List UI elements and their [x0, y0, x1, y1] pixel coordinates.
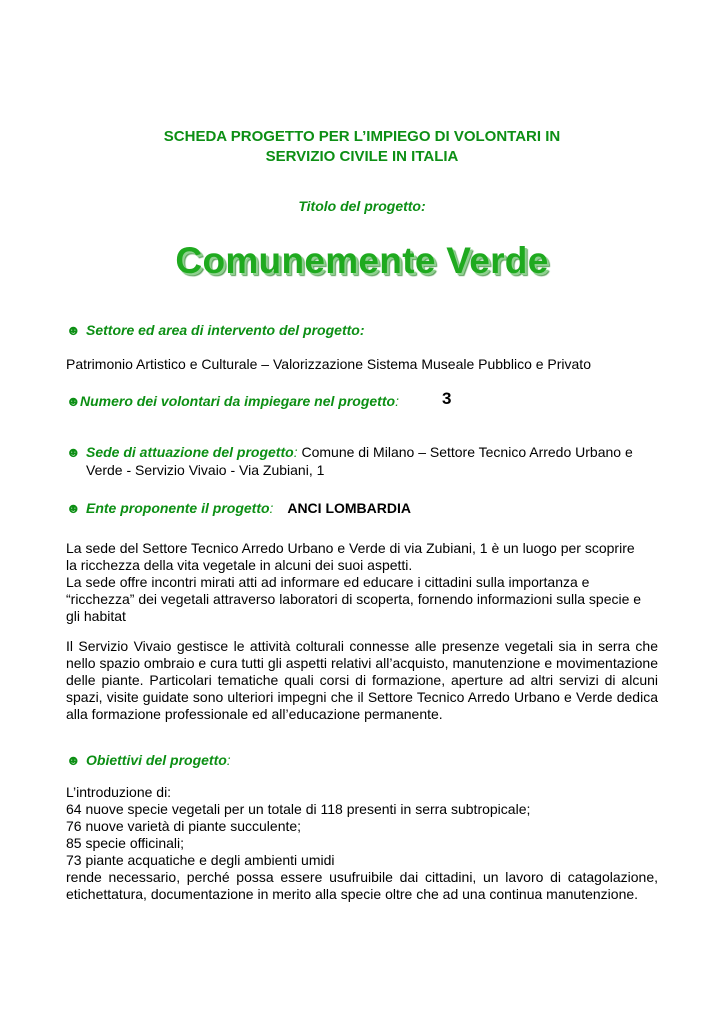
project-title-label: Titolo del progetto:: [298, 198, 426, 214]
paragraph-1-line-3: La sede offre incontri mirati atti ad informare ed educare i cittadini sulla importanza e: [66, 574, 590, 590]
ente-heading: [66, 499, 666, 517]
numero-value: 3: [442, 389, 452, 408]
intro-line-1: L’introduzione di:: [66, 784, 172, 800]
intro-line-6: rende necessario, perché possa essere usufruibile dai cittadini, un lavoro di catagolazione, etichettatura, documentazione in merito alla specie oltre che ad una continua manutenzione.: [66, 869, 658, 902]
settore-label: Settore ed area di intervento del progetto:: [86, 322, 365, 338]
smiley-bullet-icon: ☻: [66, 322, 81, 338]
intro-line-5: 73 piante acquatiche e degli ambienti umidi: [66, 852, 335, 868]
sede-heading: [66, 443, 666, 479]
description-paragraph-2: Il Servizio Vivaio gestisce le attività colturali connesse alle presenze vegetali sia in serra che nello spazio ombraio e cura tutti gli aspetti relativi all’acquisto, manutenzione e movimentazione delle piante. Particolari tematiche quali corsi di formazione, aperture ad altri servizi di alcuni spazi, visite guidate sono ulteriori impegni che il Settore Tecnico Arredo Urbano e Verde dedica alla formazione professionale ed all’educazione permanente.: [66, 638, 658, 722]
sede-label: Sede di attuazione del progetto: [86, 444, 294, 460]
settore-heading: [66, 321, 666, 339]
paragraph-1-line-2: la ricchezza della vita vegetale in alcuni dei suoi aspetti.: [66, 557, 413, 573]
obiettivi-body: [66, 784, 658, 903]
paragraph-1-line-4: “ricchezza” dei vegetali attraverso laboratori di scoperta, fornendo informazioni sulla specie e: [66, 591, 642, 607]
ente-label: Ente proponente il progetto: [86, 500, 270, 516]
obiettivi-label: Obiettivi del progetto: [86, 752, 227, 768]
smiley-bullet-icon: ☻: [66, 444, 81, 460]
document-header: [0, 127, 724, 167]
intro-line-2: 64 nuove specie vegetali per un totale di 118 presenti in serra subtropicale;: [66, 801, 531, 817]
sede-value-line-1: Comune di Milano – Settore Tecnico Arredo Urbano e: [301, 444, 633, 460]
numero-colon: :: [395, 393, 399, 409]
ente-colon: :: [269, 500, 274, 516]
sede-colon: :: [293, 444, 298, 460]
smiley-bullet-icon: ☻: [66, 393, 81, 409]
numero-label: Numero dei volontari da impiegare nel progetto: [80, 393, 396, 409]
ente-value: ANCI LOMBARDIA: [287, 500, 411, 516]
smiley-bullet-icon: ☻: [66, 500, 81, 516]
numero-heading: [66, 389, 666, 410]
header-line-2: SERVIZIO CIVILE IN ITALIA: [265, 148, 459, 165]
settore-value: Patrimonio Artistico e Culturale – Valorizzazione Sistema Museale Pubblico e Privato: [66, 356, 591, 372]
description-paragraph-1: [66, 540, 658, 625]
intro-line-3: 76 nuove varietà di piante succulente;: [66, 818, 302, 834]
paragraph-1-line-1: La sede del Settore Tecnico Arredo Urbano e Verde di via Zubiani, 1 è un luogo per scoprire: [66, 540, 635, 556]
smiley-bullet-icon: ☻: [66, 752, 81, 768]
intro-line-4: 85 specie officinali;: [66, 835, 185, 851]
header-line-1: SCHEDA PROGETTO PER L’IMPIEGO DI VOLONTARI IN: [163, 128, 561, 145]
paragraph-1-line-5: gli habitat: [66, 608, 126, 624]
project-title: Comunemente Verde: [175, 240, 549, 281]
sede-value-line-2: Verde - Servizio Vivaio - Via Zubiani, 1: [86, 462, 325, 478]
obiettivi-heading: [66, 751, 666, 769]
obiettivi-colon: :: [226, 752, 231, 768]
